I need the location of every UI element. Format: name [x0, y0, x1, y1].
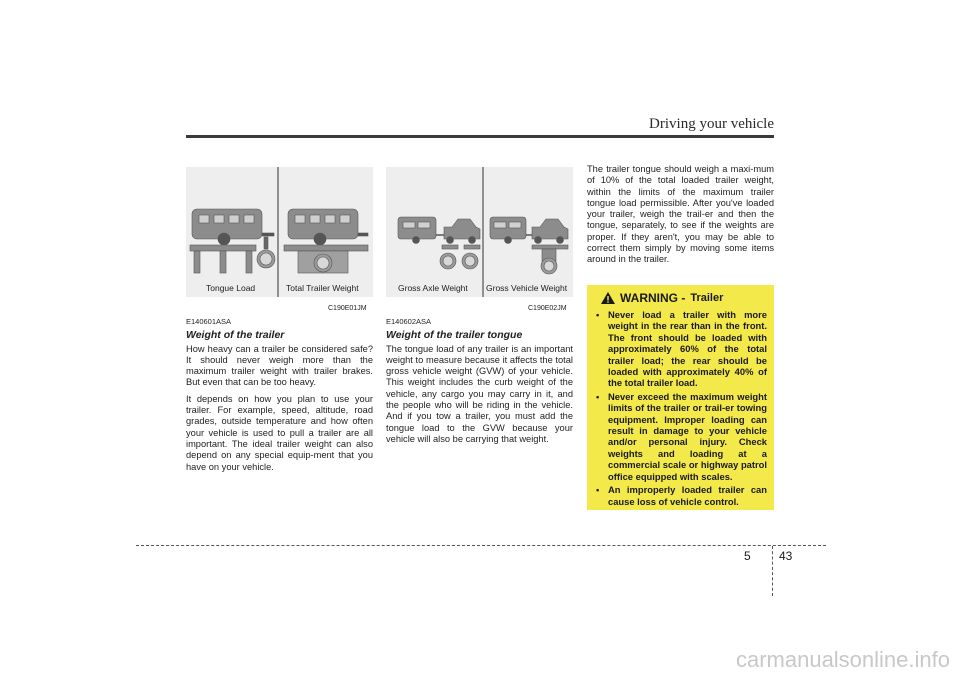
figure-trailer-weight [186, 167, 373, 297]
section-heading: Weight of the trailer [186, 329, 285, 342]
header-rule [186, 135, 774, 138]
column-weight-of-trailer [186, 316, 373, 478]
paragraph: How heavy can a trailer be considered safe? It should never weigh more than the maximum trailer weight with trailer brakes. But even that can be too heavy. [186, 343, 373, 388]
section-code: E140601ASA [186, 317, 232, 326]
warning-item [595, 309, 767, 389]
warning-header [601, 291, 767, 305]
figure-code: C190E01JM [328, 305, 367, 312]
paragraph: The tongue load of any trailer is an important weight to measure because it affects the total gross vehicle weight (GVW) of your vehicle. This weight includes the curb weight of the vehicle, any cargo you may carry in it, and the people who will be riding in the vehicle. And if you tow a trailer, you must add the tongue load to the GVW because your vehicle will also be carrying that weight. [386, 343, 573, 444]
header-title: Driving your vehicle [649, 116, 774, 132]
warning-item-text: An improperly loaded trailer can cause loss of vehicle control. [608, 484, 767, 507]
bullet: • [596, 390, 600, 402]
warning-item-text: Never load a trailer with more weight in the rear than in the front. The front should be loaded with approximately 60% of the total trailer load; the rear should be loaded with approximately 40% of the total trailer load. [608, 309, 767, 389]
watermark: carmanualsonline.info [735, 647, 950, 672]
trailer-scales-illustration [186, 167, 373, 297]
warning-item-text: Never exceed the maximum weight limits of the trailer or trail-er towing equipment. Improper loading can result in damage to your vehicle and/or personal injury. Check weights and loading at a commercial scale or highway patrol office equipped with scales. [608, 390, 767, 482]
warning-subtitle: Trailer [690, 292, 724, 304]
paragraph: The trailer tongue should weigh a maxi-mum of 10% of the total loaded trailer weight, within the limits of the maximum trailer tongue load permissible. After you've loaded your trailer, weigh the trail-er and then the tongue, separately, to see if the weights are proper. If they aren't, you may be able to correct them simply by moving some items around in the trailer. [587, 164, 774, 265]
figure-caption-gross-vehicle-weight: Gross Vehicle Weight [486, 283, 568, 293]
figure-caption-gross-axle-weight: Gross Axle Weight [398, 283, 468, 293]
footer-rule [136, 545, 826, 546]
page-divider [772, 546, 773, 596]
paragraph: It depends on how you plan to use your trailer. For example, speed, altitude, road grades, outside temperature and how often your vehicle is used to pull a trailer are all important. The ideal trailer weight can also depend on any special equip-ment that you have on your vehicle. [186, 393, 373, 472]
figure-code: C190E02JM [528, 305, 567, 312]
section-heading: Weight of the trailer tongue [386, 329, 523, 342]
warning-item [595, 391, 767, 482]
column-weight-of-tongue [386, 316, 573, 450]
warning-title: WARNING - [620, 291, 686, 305]
warning-triangle-icon [601, 292, 615, 304]
section-number: 5 [744, 549, 751, 563]
column-tongue-guidance [587, 164, 774, 271]
bullet: • [596, 309, 600, 320]
bullet: • [596, 484, 600, 496]
vehicle-scales-illustration [386, 167, 573, 297]
warning-item [595, 484, 767, 507]
figure-caption-total-trailer-weight: Total Trailer Weight [286, 283, 359, 293]
page-number: 43 [779, 549, 793, 563]
figure-caption-tongue-load: Tongue Load [206, 283, 256, 293]
warning-box [587, 285, 774, 510]
figure-vehicle-weight [386, 167, 573, 297]
section-code: E140602ASA [386, 317, 432, 326]
